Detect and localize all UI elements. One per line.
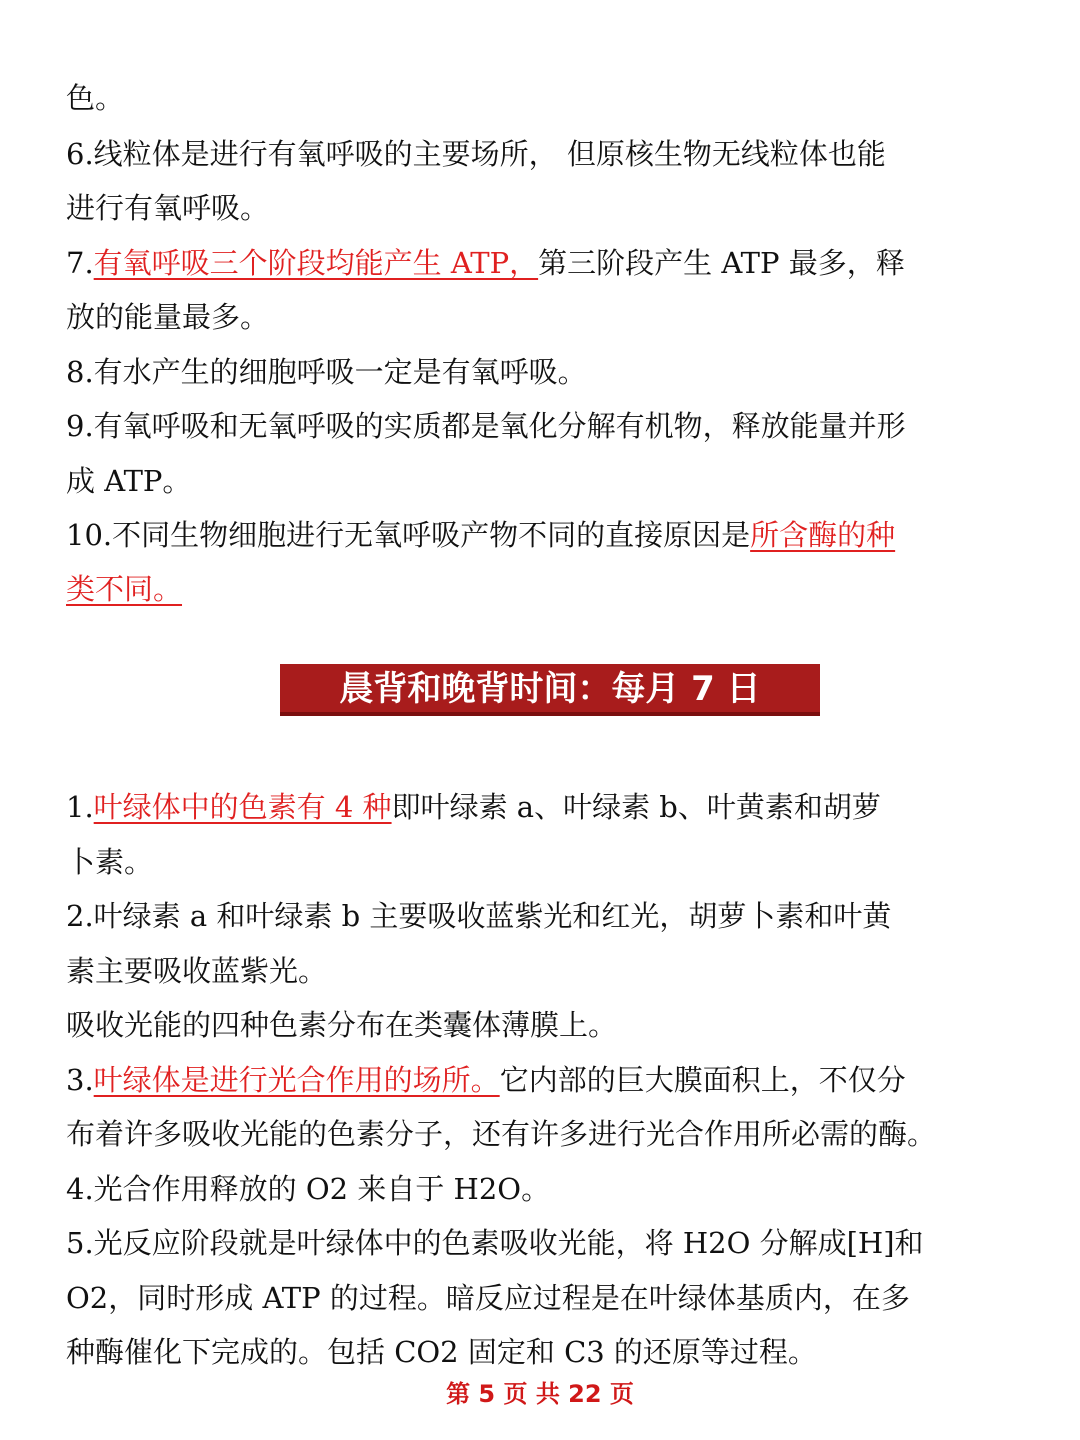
text-line: 成 ATP。: [66, 464, 192, 498]
text-line: 卜素。: [66, 845, 154, 879]
text-segment: 10.不同生物细胞进行无氧呼吸产物不同的直接原因是: [66, 518, 751, 552]
text-line: 进行有氧呼吸。: [66, 191, 270, 225]
text-line: 6.线粒体是进行有氧呼吸的主要场所， 但原核生物无线粒体也能: [66, 137, 886, 171]
highlighted-text: 叶绿体中的色素有 4 种: [93, 790, 392, 824]
highlighted-text: 有氧呼吸三个阶段均能产生 ATP，: [93, 246, 539, 280]
item-number: 3.: [66, 1063, 94, 1097]
text-line: 种酶催化下完成的。包括 CO2 固定和 C3 的还原等过程。: [66, 1335, 817, 1369]
text-line: 8.有水产生的细胞呼吸一定是有氧呼吸。: [66, 355, 587, 389]
text-segment: 即叶绿素 a、叶绿素 b、叶黄素和胡萝: [391, 790, 881, 824]
highlighted-text: 所含酶的种: [750, 518, 896, 552]
text-line: 5.光反应阶段就是叶绿体中的色素吸收光能，将 H2O 分解成[H]和: [66, 1226, 924, 1260]
text-segment: 它内部的巨大膜面积上，不仅分: [499, 1063, 906, 1097]
text-line: 放的能量最多。: [66, 300, 270, 334]
highlighted-text: 叶绿体是进行光合作用的场所。: [93, 1063, 500, 1097]
text-line: 布着许多吸收光能的色素分子，还有许多进行光合作用所必需的酶。: [66, 1117, 937, 1151]
page-number-footer: 第 5 页 共 22 页: [446, 1380, 634, 1408]
text-segment: 第三阶段产生 ATP 最多，释: [538, 246, 905, 280]
item-number: 7.: [66, 246, 94, 280]
text-line: 9.有氧呼吸和无氧呼吸的实质都是氧化分解有机物，释放能量并形: [66, 409, 906, 443]
text-line: 素主要吸收蓝紫光。: [66, 954, 328, 988]
text-line: [66, 243, 1026, 283]
text-line: 4.光合作用释放的 O2 来自于 H2O。: [66, 1172, 551, 1206]
highlighted-text: 类不同。: [66, 572, 183, 606]
text-line: 吸收光能的四种色素分布在类囊体薄膜上。: [66, 1008, 618, 1042]
text-line: 2.叶绿素 a 和叶绿素 b 主要吸收蓝紫光和红光，胡萝卜素和叶黄: [66, 899, 892, 933]
text-line: 色。: [66, 81, 125, 115]
text-line: [66, 515, 1026, 555]
text-line: [66, 787, 1026, 827]
text-line: [66, 569, 1026, 609]
text-line: O2，同时形成 ATP 的过程。暗反应过程是在叶绿体基质内，在多: [66, 1281, 910, 1315]
text-line: [66, 1060, 1026, 1100]
item-number: 1.: [66, 790, 94, 824]
section-banner: 晨背和晚背时间：每月 7 日: [280, 664, 820, 716]
